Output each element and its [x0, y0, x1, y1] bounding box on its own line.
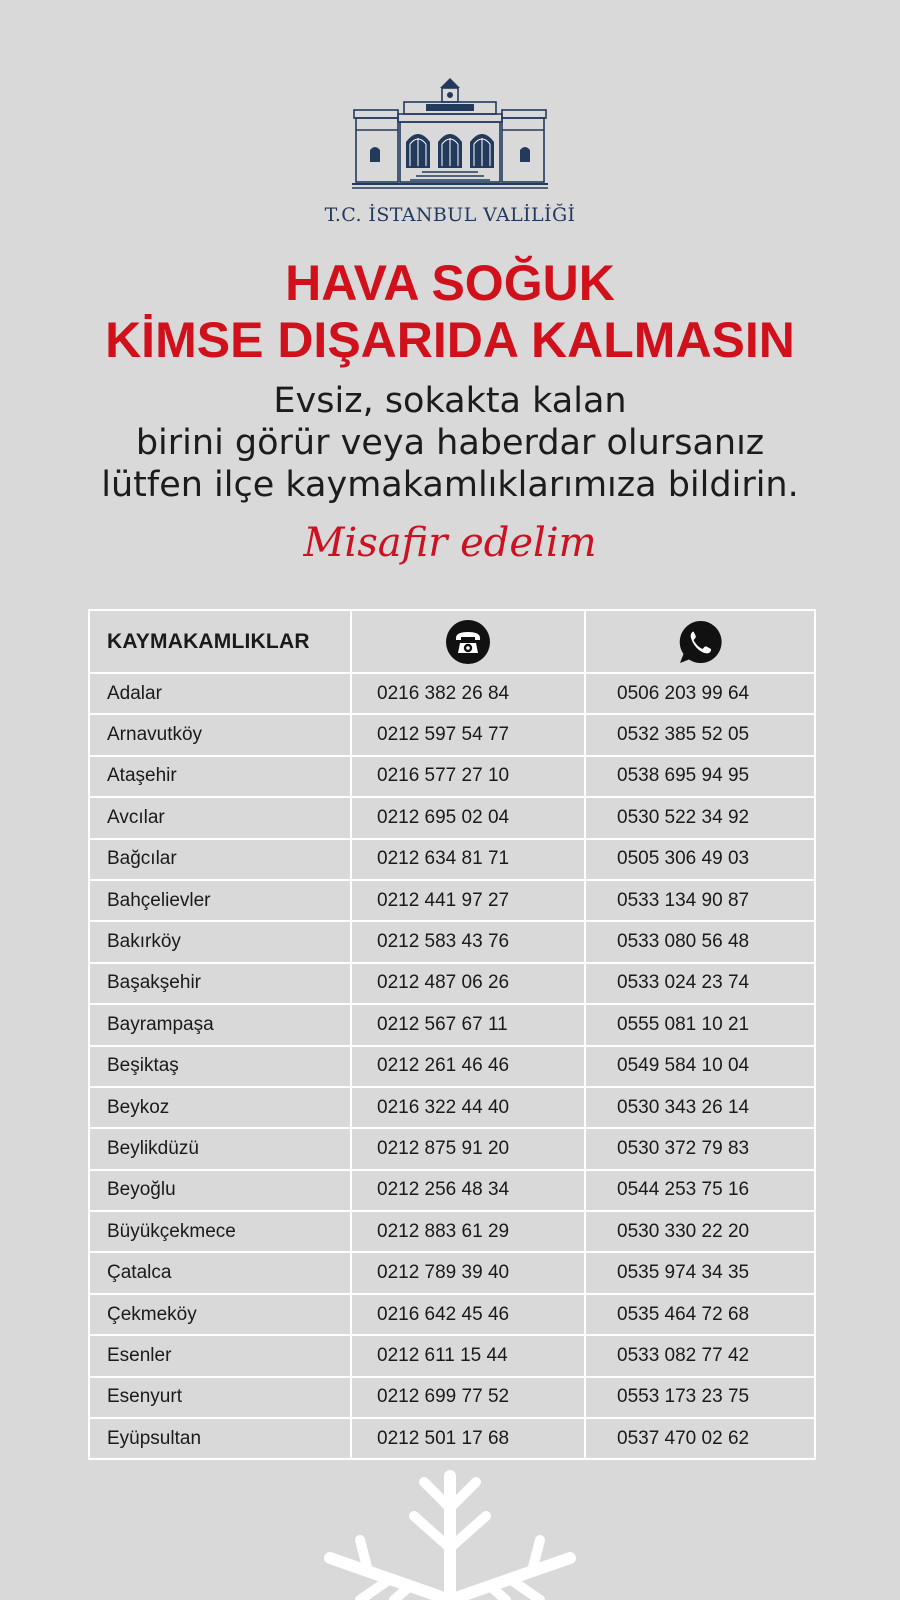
whatsapp-number: 0533 134 90 87 [585, 880, 815, 921]
telephone-icon [445, 619, 491, 665]
table-row [89, 1046, 815, 1087]
table-row [89, 1335, 815, 1376]
district-name: Beykoz [89, 1087, 351, 1128]
district-contact-table [88, 609, 816, 1460]
phone-number: 0216 322 44 40 [351, 1087, 585, 1128]
headline-line-2: KİMSE DIŞARIDA KALMASIN [105, 312, 795, 368]
phone-number: 0212 875 91 20 [351, 1128, 585, 1169]
district-name: Esenyurt [89, 1377, 351, 1418]
table-row [89, 839, 815, 880]
phone-number: 0212 501 17 68 [351, 1418, 585, 1459]
district-name: Adalar [89, 673, 351, 714]
phone-number: 0212 256 48 34 [351, 1170, 585, 1211]
whatsapp-number: 0553 173 23 75 [585, 1377, 815, 1418]
district-name: Beşiktaş [89, 1046, 351, 1087]
district-name: Beyoğlu [89, 1170, 351, 1211]
phone-number: 0212 567 67 11 [351, 1004, 585, 1045]
phone-number: 0212 597 54 77 [351, 714, 585, 755]
phone-number: 0216 577 27 10 [351, 756, 585, 797]
table-header-row [89, 610, 815, 673]
phone-number: 0212 487 06 26 [351, 963, 585, 1004]
whatsapp-number: 0530 343 26 14 [585, 1087, 815, 1128]
whatsapp-number: 0530 330 22 20 [585, 1211, 815, 1252]
district-name: Bakırköy [89, 921, 351, 962]
district-name: Çekmeköy [89, 1294, 351, 1335]
table-row [89, 963, 815, 1004]
phone-number: 0212 695 02 04 [351, 797, 585, 838]
table-row [89, 1087, 815, 1128]
whatsapp-number: 0549 584 10 04 [585, 1046, 815, 1087]
district-name: Bağcılar [89, 839, 351, 880]
phone-number: 0212 789 39 40 [351, 1252, 585, 1293]
whatsapp-column-header [585, 610, 815, 673]
district-name: Eyüpsultan [89, 1418, 351, 1459]
message-line-1: Evsiz, sokakta kalan [273, 381, 627, 421]
whatsapp-number: 0505 306 49 03 [585, 839, 815, 880]
table-row [89, 1418, 815, 1459]
district-name: Büyükçekmece [89, 1211, 351, 1252]
phone-number: 0212 634 81 71 [351, 839, 585, 880]
phone-number: 0212 699 77 52 [351, 1377, 585, 1418]
table-row [89, 1377, 815, 1418]
whatsapp-icon [677, 619, 723, 665]
district-name: Beylikdüzü [89, 1128, 351, 1169]
phone-number: 0212 883 61 29 [351, 1211, 585, 1252]
phone-number: 0216 382 26 84 [351, 673, 585, 714]
whatsapp-number: 0530 522 34 92 [585, 797, 815, 838]
district-name: Bahçelievler [89, 880, 351, 921]
table-row [89, 1170, 815, 1211]
message-line-2: birini görür veya haberdar olursanız [135, 423, 765, 463]
logo-text: T.C. İSTANBUL VALİLİĞİ [324, 204, 576, 226]
whatsapp-number: 0530 372 79 83 [585, 1128, 815, 1169]
logo [0, 68, 900, 226]
district-name: Çatalca [89, 1252, 351, 1293]
district-name: Avcılar [89, 797, 351, 838]
whatsapp-number: 0533 024 23 74 [585, 963, 815, 1004]
table-row [89, 880, 815, 921]
district-name: Ataşehir [89, 756, 351, 797]
phone-number: 0212 261 46 46 [351, 1046, 585, 1087]
whatsapp-number: 0535 974 34 35 [585, 1252, 815, 1293]
message-line-3: lütfen ilçe kaymakamlıklarımıza bildirin. [101, 465, 799, 505]
whatsapp-number: 0555 081 10 21 [585, 1004, 815, 1045]
whatsapp-number: 0538 695 94 95 [585, 756, 815, 797]
whatsapp-number: 0506 203 99 64 [585, 673, 815, 714]
table-row [89, 921, 815, 962]
snowflake-icon [290, 1468, 610, 1600]
district-column-header: KAYMAKAMLIKLAR [89, 610, 351, 673]
whatsapp-number: 0533 082 77 42 [585, 1335, 815, 1376]
district-name: Bayrampaşa [89, 1004, 351, 1045]
whatsapp-number: 0537 470 02 62 [585, 1418, 815, 1459]
tagline: Misafir edelim [303, 520, 597, 566]
table-row [89, 714, 815, 755]
whatsapp-number: 0533 080 56 48 [585, 921, 815, 962]
table-row [89, 1252, 815, 1293]
phone-number: 0212 441 97 27 [351, 880, 585, 921]
table-row [89, 673, 815, 714]
phone-number: 0212 611 15 44 [351, 1335, 585, 1376]
table-row [89, 797, 815, 838]
phone-column-header [351, 610, 585, 673]
whatsapp-number: 0535 464 72 68 [585, 1294, 815, 1335]
istanbul-governorship-building-icon [348, 68, 552, 198]
table-row [89, 1004, 815, 1045]
district-name: Başakşehir [89, 963, 351, 1004]
table-row [89, 756, 815, 797]
headline-line-1: HAVA SOĞUK [285, 255, 615, 311]
table-row [89, 1128, 815, 1169]
district-name: Arnavutköy [89, 714, 351, 755]
phone-number: 0212 583 43 76 [351, 921, 585, 962]
table-row [89, 1211, 815, 1252]
whatsapp-number: 0532 385 52 05 [585, 714, 815, 755]
phone-number: 0216 642 45 46 [351, 1294, 585, 1335]
table-row [89, 1294, 815, 1335]
whatsapp-number: 0544 253 75 16 [585, 1170, 815, 1211]
district-name: Esenler [89, 1335, 351, 1376]
